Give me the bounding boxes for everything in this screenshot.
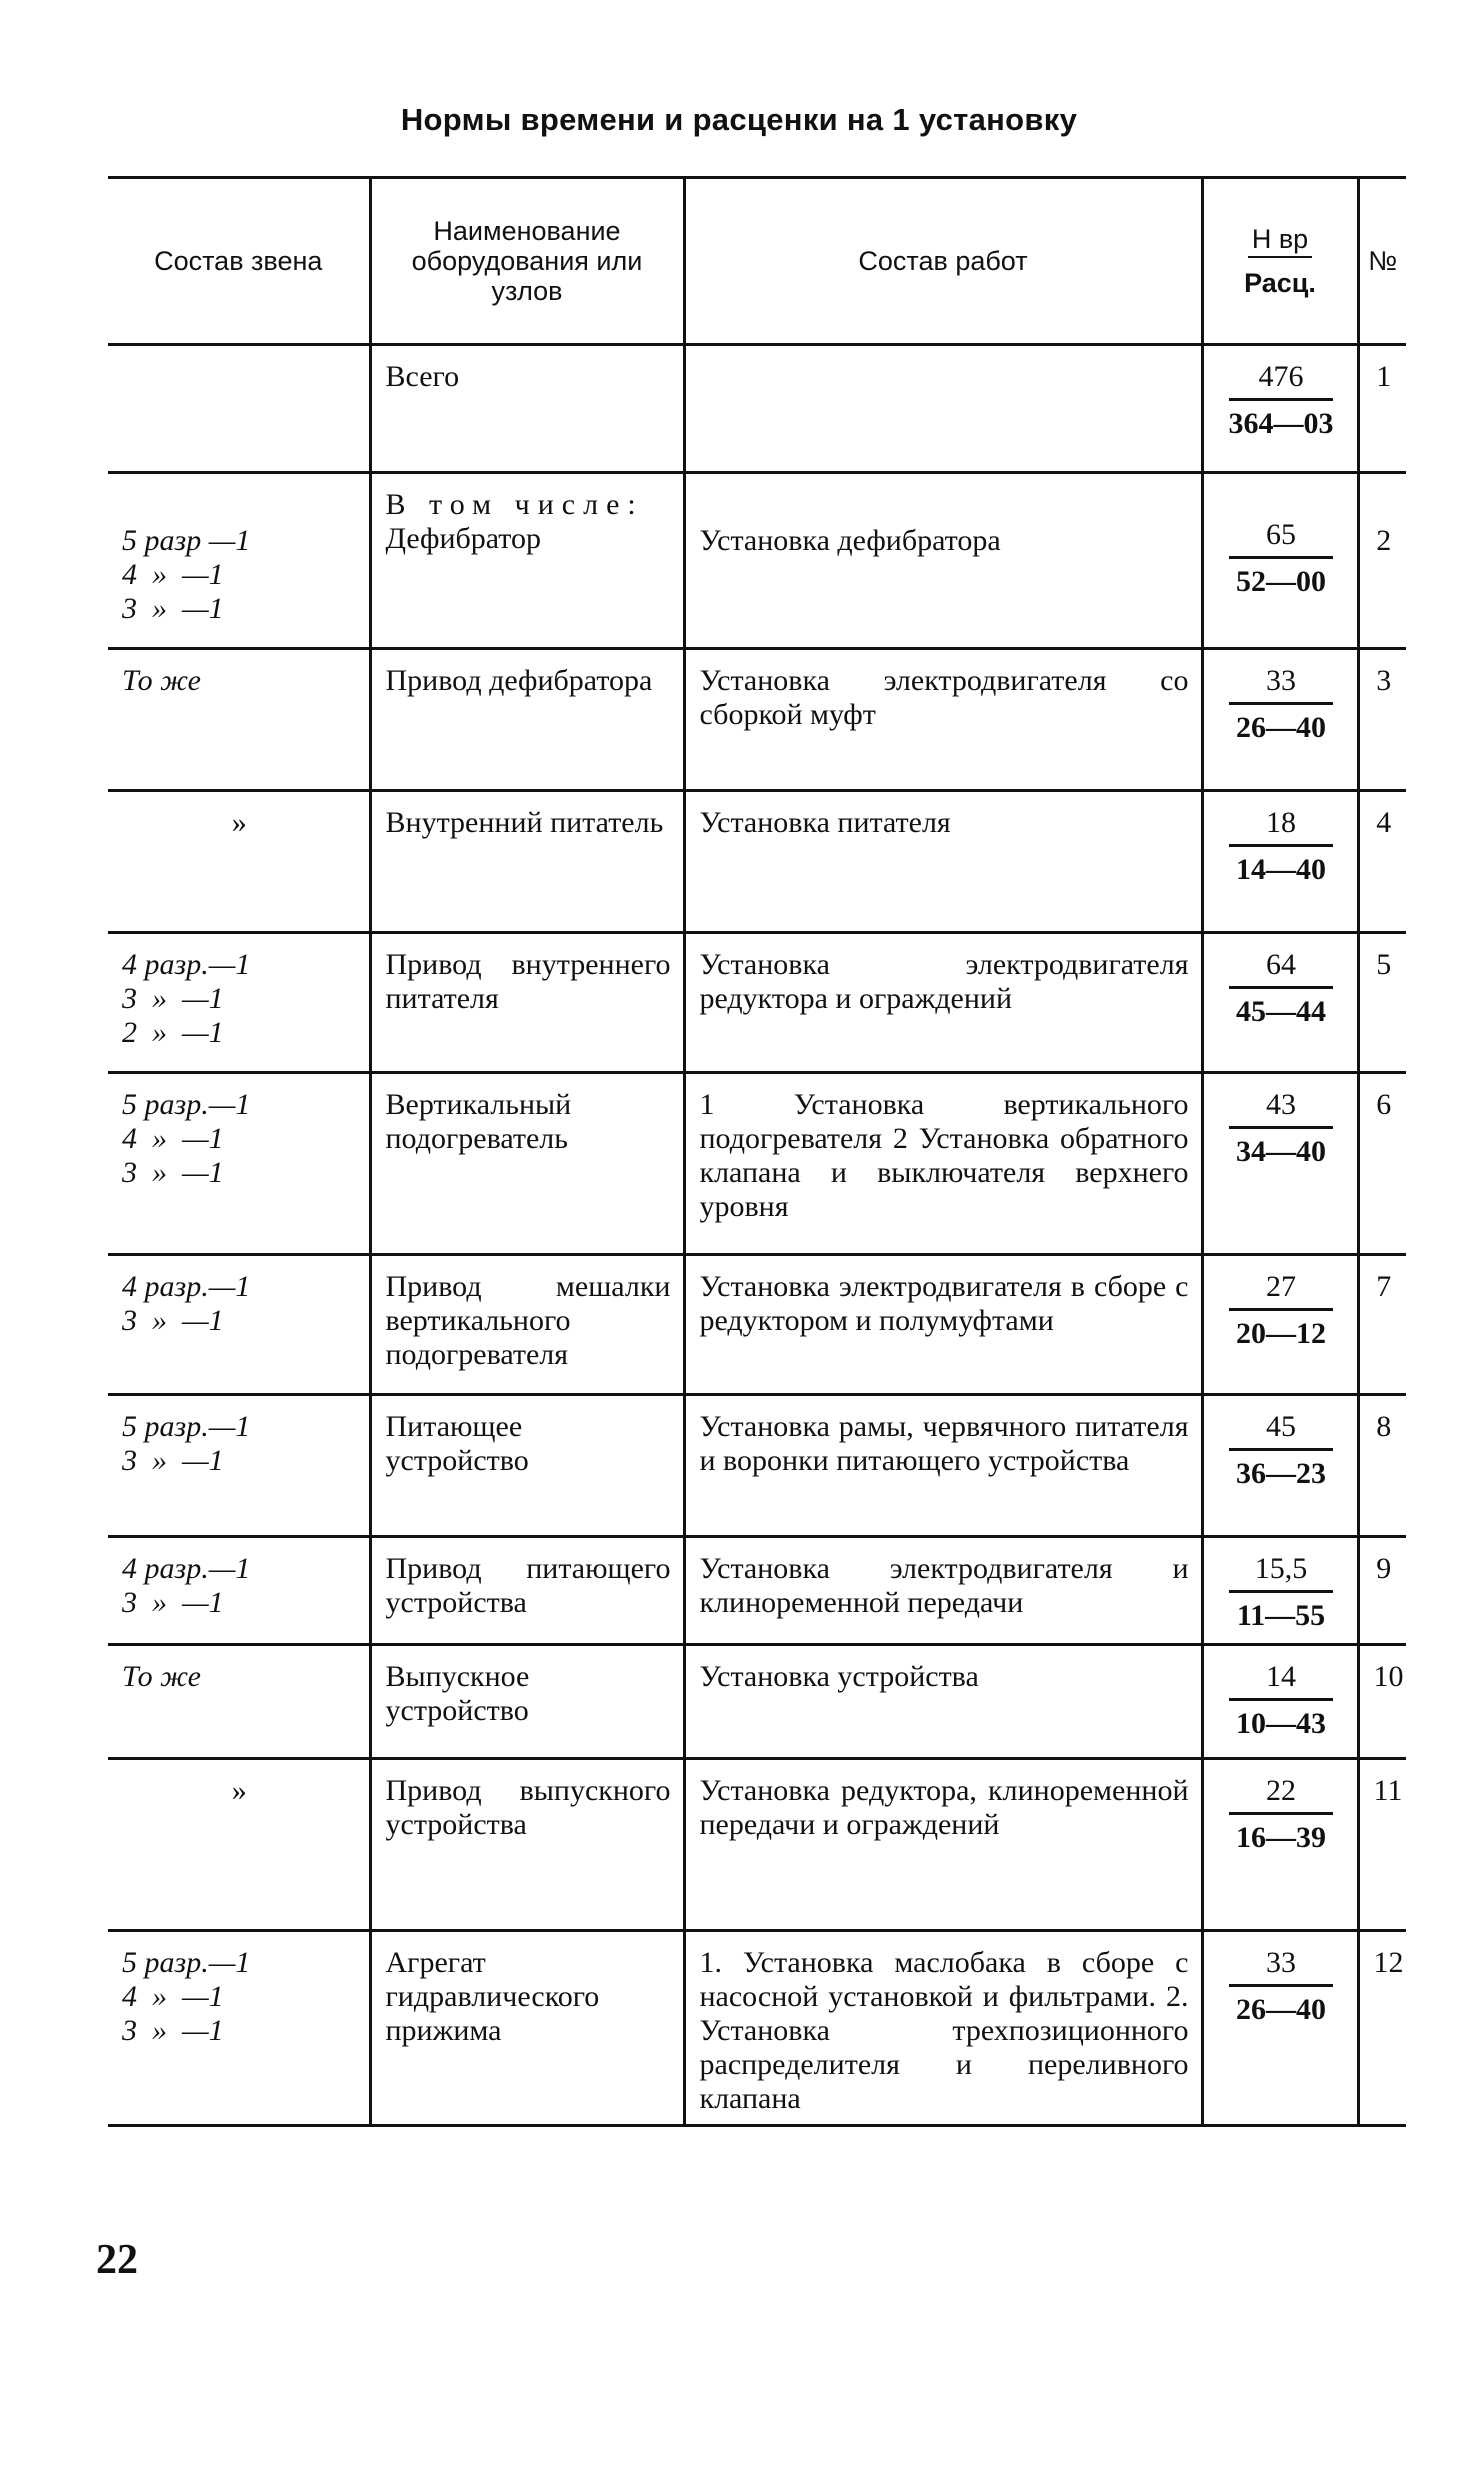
table-row (108, 1073, 1406, 1255)
table-row (108, 1395, 1406, 1537)
equipment-name: Привод внутреннего питателя (385, 948, 671, 1015)
cell-equipment (370, 649, 684, 791)
crew-line: 3 » —1 (122, 2014, 224, 2047)
header-equipment: Наименование оборудования или узлов (370, 178, 684, 345)
table-row (108, 933, 1406, 1073)
crew-line: 3 » —1 (122, 1304, 224, 1337)
header-work: Состав работ (684, 178, 1202, 345)
work-description: Установка рамы, червячного питателя и воронки питающего устройства (699, 1410, 1189, 1477)
cell-crew (108, 1073, 370, 1255)
norm-time: 22 (1229, 1774, 1333, 1815)
cell-number (1358, 1255, 1406, 1395)
cell-crew (108, 1759, 370, 1931)
header-crew: Состав звена (108, 178, 370, 345)
equipment-name: Привод питающего устройства (385, 1552, 671, 1619)
row-number: 3 (1376, 664, 1392, 697)
table-row (108, 1537, 1406, 1645)
norm-time: 476 (1229, 360, 1333, 401)
norm-time: 33 (1229, 664, 1333, 705)
work-description: Установка устройства (699, 1660, 979, 1693)
cell-work (684, 1073, 1202, 1255)
row-number: 4 (1376, 806, 1392, 839)
row-number: 10 (1373, 1660, 1404, 1693)
cell-crew (108, 1395, 370, 1537)
crew-line: 4 разр.—1 (122, 1552, 251, 1585)
equipment-name: Вертикальный подогреватель (385, 1088, 572, 1155)
cell-work (684, 791, 1202, 933)
cell-crew (108, 649, 370, 791)
table-header-row (108, 178, 1406, 345)
row-number: 1 (1376, 360, 1392, 393)
cell-work (684, 1537, 1202, 1645)
cell-number (1358, 345, 1406, 473)
cell-number (1358, 1759, 1406, 1931)
work-description: 1. Установка маслобака в сборе с насосной установкой и фильтрами. 2. Установка трехпозиционного распределителя и переливного клапана (699, 1946, 1189, 2115)
row-number: 5 (1376, 948, 1392, 981)
cell-norm (1202, 1645, 1358, 1759)
cell-norm (1202, 1931, 1358, 2126)
crew-line: 5 разр.—1 (122, 1410, 251, 1443)
cell-number (1358, 1645, 1406, 1759)
cell-norm (1202, 1759, 1358, 1931)
cell-number (1358, 1931, 1406, 2126)
cell-norm (1202, 345, 1358, 473)
work-description: 1 Установка вертикального подогревателя 2 Установка обратного клапана и выключателя верхнего уровня (699, 1088, 1189, 1223)
cell-number (1358, 649, 1406, 791)
cell-norm (1202, 1395, 1358, 1537)
work-description: Установка электродвигателя в сборе с редуктором и полумуфтами (699, 1270, 1189, 1337)
cell-crew (108, 791, 370, 933)
cell-crew (108, 1537, 370, 1645)
crew-line: 4 » —1 (122, 1122, 224, 1155)
page-number: 22 (96, 2237, 138, 2283)
cell-equipment (370, 1759, 684, 1931)
cell-number (1358, 1073, 1406, 1255)
norm-rate: 52—00 (1236, 565, 1326, 598)
table-row (108, 791, 1406, 933)
cell-crew (108, 1645, 370, 1759)
cell-norm (1202, 1073, 1358, 1255)
table-row (108, 1759, 1406, 1931)
norm-rate: 10—43 (1236, 1707, 1326, 1740)
equipment-name: Привод мешалки вертикального подогревателя (385, 1270, 671, 1371)
cell-crew (108, 933, 370, 1073)
equipment-name: Привод выпускного устройства (385, 1774, 671, 1841)
equipment-name: Дефибратор (385, 522, 542, 555)
crew-line: 5 разр.—1 (122, 1946, 251, 1979)
norm-rate: 26—40 (1236, 1993, 1326, 2026)
crew-line: 4 разр.—1 (122, 948, 251, 981)
crew-line: 3 » —1 (122, 1586, 224, 1619)
norm-rate: 45—44 (1236, 995, 1326, 1028)
cell-norm (1202, 649, 1358, 791)
crew-line: 5 разр.—1 (122, 1088, 251, 1121)
crew-line: 3 » —1 (122, 1444, 224, 1477)
row-number: 6 (1376, 1088, 1392, 1121)
norm-time: 65 (1229, 518, 1333, 559)
crew-line: » (231, 806, 247, 839)
table-row (108, 1931, 1406, 2126)
row-number: 11 (1373, 1774, 1403, 1807)
cell-work (684, 1645, 1202, 1759)
cell-equipment (370, 345, 684, 473)
cell-norm (1202, 933, 1358, 1073)
row-number: 2 (1376, 524, 1392, 557)
table-row (108, 473, 1406, 649)
work-description: Установка питателя (699, 806, 951, 839)
cell-equipment (370, 1255, 684, 1395)
cell-equipment (370, 473, 684, 649)
norm-time: 45 (1229, 1410, 1333, 1451)
cell-equipment (370, 791, 684, 933)
norm-time: 18 (1229, 806, 1333, 847)
crew-line: » (231, 1774, 247, 1807)
equipment-name: Выпускное устройство (385, 1660, 530, 1727)
work-description: Установка электродвигателя редуктора и ограждений (699, 948, 1189, 1015)
norm-rate: 14—40 (1236, 853, 1326, 886)
table-row (108, 1645, 1406, 1759)
crew-line: То же (122, 1660, 201, 1693)
cell-norm (1202, 791, 1358, 933)
crew-line: 5 разр —1 (122, 524, 251, 557)
cell-equipment (370, 1931, 684, 2126)
crew-line: То же (122, 664, 201, 697)
cell-crew (108, 345, 370, 473)
table-row (108, 649, 1406, 791)
norm-time: 33 (1229, 1946, 1333, 1987)
cell-crew (108, 473, 370, 649)
cell-crew (108, 1931, 370, 2126)
crew-line: 4 » —1 (122, 558, 224, 591)
cell-work (684, 1759, 1202, 1931)
norm-rate: 364—03 (1228, 407, 1334, 440)
norm-rate: 26—40 (1236, 711, 1326, 744)
table-body (108, 345, 1406, 2126)
cell-number (1358, 791, 1406, 933)
norm-time: 27 (1229, 1270, 1333, 1311)
cell-crew (108, 1255, 370, 1395)
cell-number (1358, 1537, 1406, 1645)
norm-rate: 11—55 (1236, 1599, 1326, 1632)
work-description: Установка редуктора, клиноременной передачи и ограждений (699, 1774, 1189, 1841)
equipment-name: Агрегат гидравлического прижима (385, 1946, 600, 2047)
cell-equipment (370, 1395, 684, 1537)
header-norm (1202, 178, 1358, 345)
norms-table (108, 176, 1406, 2127)
cell-work (684, 933, 1202, 1073)
norm-rate: 36—23 (1236, 1457, 1326, 1490)
cell-work (684, 345, 1202, 473)
table-row (108, 1255, 1406, 1395)
crew-line: 3 » —1 (122, 592, 224, 625)
cell-work (684, 649, 1202, 791)
norm-rate: 16—39 (1236, 1821, 1326, 1854)
header-norm-time: Н вр (1248, 224, 1312, 258)
cell-equipment (370, 1537, 684, 1645)
equipment-name: Питающее устройство (385, 1410, 529, 1477)
row-number: 9 (1376, 1552, 1392, 1585)
crew-line: 2 » —1 (122, 1016, 224, 1049)
cell-work (684, 1255, 1202, 1395)
crew-line: 4 » —1 (122, 1980, 224, 2013)
cell-work (684, 1395, 1202, 1537)
header-norm-rate: Расц. (1244, 268, 1316, 298)
work-description: Установка дефибратора (699, 524, 1001, 557)
work-description: Установка электродвигателя со сборкой муфт (699, 664, 1189, 731)
equipment-name: Привод дефибратора (385, 664, 653, 697)
equipment-name: Всего (385, 360, 460, 393)
crew-line: 4 разр.—1 (122, 1270, 251, 1303)
cell-number (1358, 1395, 1406, 1537)
equipment-prefix: В том числе: (385, 488, 644, 521)
cell-work (684, 473, 1202, 649)
cell-equipment (370, 933, 684, 1073)
cell-norm (1202, 473, 1358, 649)
row-number: 8 (1376, 1410, 1392, 1443)
cell-equipment (370, 1645, 684, 1759)
crew-line: 3 » —1 (122, 982, 224, 1015)
page-title: Нормы времени и расценки на 1 установку (400, 102, 1078, 137)
norm-time: 14 (1229, 1660, 1333, 1701)
cell-norm (1202, 1537, 1358, 1645)
equipment-name: Внутренний питатель (385, 806, 664, 839)
norm-time: 43 (1229, 1088, 1333, 1129)
table-row (108, 345, 1406, 473)
work-description: Установка электродвигателя и клиноременной передачи (699, 1552, 1189, 1619)
crew-line: 3 » —1 (122, 1156, 224, 1189)
norm-rate: 20—12 (1236, 1317, 1326, 1350)
row-number: 7 (1376, 1270, 1392, 1303)
norm-time: 15,5 (1229, 1552, 1333, 1593)
cell-equipment (370, 1073, 684, 1255)
cell-norm (1202, 1255, 1358, 1395)
cell-number (1358, 473, 1406, 649)
cell-work (684, 1931, 1202, 2126)
cell-number (1358, 933, 1406, 1073)
header-number: № (1358, 178, 1406, 345)
row-number: 12 (1373, 1946, 1404, 1979)
norm-time: 64 (1229, 948, 1333, 989)
norm-rate: 34—40 (1236, 1135, 1326, 1168)
